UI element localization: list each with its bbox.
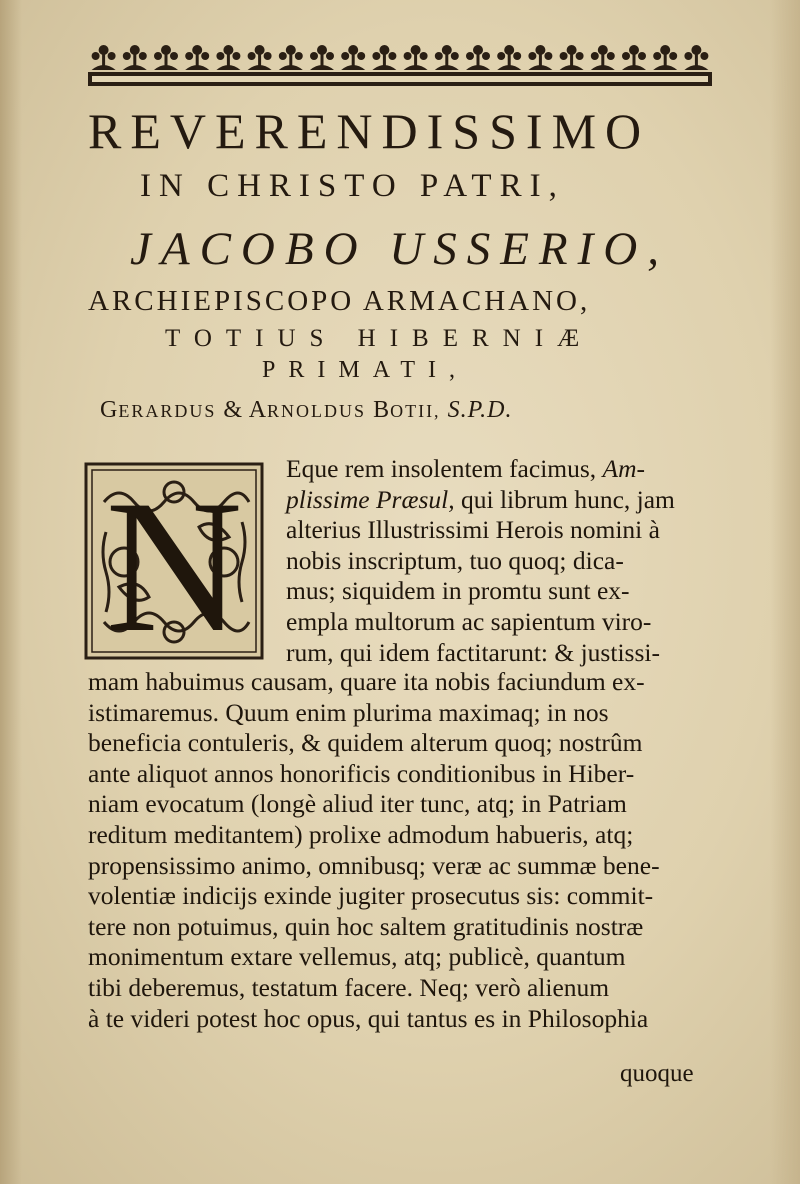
text-line: volentiæ indicijs exinde jugiter prosecutus sis: commit- bbox=[88, 881, 654, 911]
svg-text:N: N bbox=[105, 462, 243, 660]
fleuron-ornament bbox=[310, 45, 334, 70]
text-line: mus; siquidem in promtu sunt ex- bbox=[286, 576, 630, 606]
fleuron-ornament bbox=[684, 45, 708, 70]
fleuron-ornament bbox=[466, 45, 490, 70]
fleuron-ornament bbox=[372, 45, 396, 70]
authors-salutation: GERARDUS & ARNOLDUS BOTII, S.P.D. bbox=[100, 397, 513, 423]
text-line: mam habuimus causam, quare ita nobis faciundum ex- bbox=[88, 667, 645, 696]
text-line: istimaremus. Quum enim plurima maximaq; in nos bbox=[88, 697, 609, 727]
fleuron-ornament bbox=[560, 45, 584, 70]
text-line: propensissimo animo, omnibusq; veræ ac summæ bene- bbox=[88, 850, 660, 880]
dedication-title-line-2: IN CHRISTO PATRI, bbox=[140, 168, 565, 204]
paragraph-continuation bbox=[88, 667, 660, 1034]
text-line: reditum meditantem) prolixe admodum habueris, atq; bbox=[88, 819, 634, 849]
text-line: tibi deberemus, testatum facere. Neq; verò alienum bbox=[88, 972, 610, 1002]
text-line: plissime Præsul, qui librum hunc, jam bbox=[286, 484, 675, 514]
fleuron-ornament bbox=[435, 45, 459, 70]
fleuron-ornament bbox=[279, 45, 303, 70]
text-line: alterius Illustrissimi Herois nomini à bbox=[286, 515, 660, 545]
dedicatee-name: JACOBO USSERIO, bbox=[130, 223, 669, 275]
text-line: nobis inscriptum, tuo quoq; dica- bbox=[286, 545, 624, 575]
fleuron-ornament bbox=[591, 45, 615, 70]
text-line: empla multorum ac sapientum viro- bbox=[286, 606, 652, 636]
text-line: Eque rem insolentem facimus, Am- bbox=[286, 454, 646, 483]
opening-paragraph-indented bbox=[286, 454, 675, 668]
fleuron-ornament bbox=[185, 45, 209, 70]
dedication-title-line-1: REVERENDISSIMO bbox=[88, 103, 651, 159]
fleuron-ornament bbox=[154, 45, 178, 70]
text-line: monimentum extare vellemus, atq; publicè, quantum bbox=[88, 942, 626, 972]
dedicatee-title-line-2: PRIMATI, bbox=[262, 357, 469, 383]
text-line: niam evocatum (longè aliud iter tunc, atq; in Patriam bbox=[88, 789, 627, 819]
fleuron-ornament bbox=[123, 45, 147, 70]
fleuron-ornament bbox=[528, 45, 552, 70]
fleuron-ornament bbox=[404, 45, 428, 70]
dedicatee-office: ARCHIEPISCOPO ARMACHANO, bbox=[88, 285, 591, 317]
fleuron-ornament bbox=[653, 45, 677, 70]
text-line: ante aliquot annos honorificis conditionibus in Hiber- bbox=[88, 758, 635, 788]
text-line: rum, qui idem factitarunt: & justissi- bbox=[286, 637, 660, 667]
fleuron-ornament bbox=[622, 45, 646, 70]
head-ornament-band bbox=[88, 36, 712, 88]
text-line: beneficia contuleris, & quidem alterum quoq; nostrûm bbox=[88, 728, 643, 758]
text-line: à te videri potest hoc opus, qui tantus es in Philosophia bbox=[88, 1003, 649, 1033]
text-line: tere non potuimus, quin hoc saltem gratitudinis nostræ bbox=[88, 911, 644, 941]
decorated-initial-n bbox=[84, 462, 264, 660]
catchword: quoque bbox=[620, 1060, 694, 1087]
dedicatee-title-line-1: TOTIUS HIBERNIÆ bbox=[165, 325, 594, 352]
fleuron-ornament bbox=[92, 45, 116, 70]
fleuron-ornament bbox=[341, 45, 365, 70]
fleuron-ornament bbox=[216, 45, 240, 70]
fleuron-ornament bbox=[248, 45, 272, 70]
fleuron-ornament bbox=[497, 45, 521, 70]
